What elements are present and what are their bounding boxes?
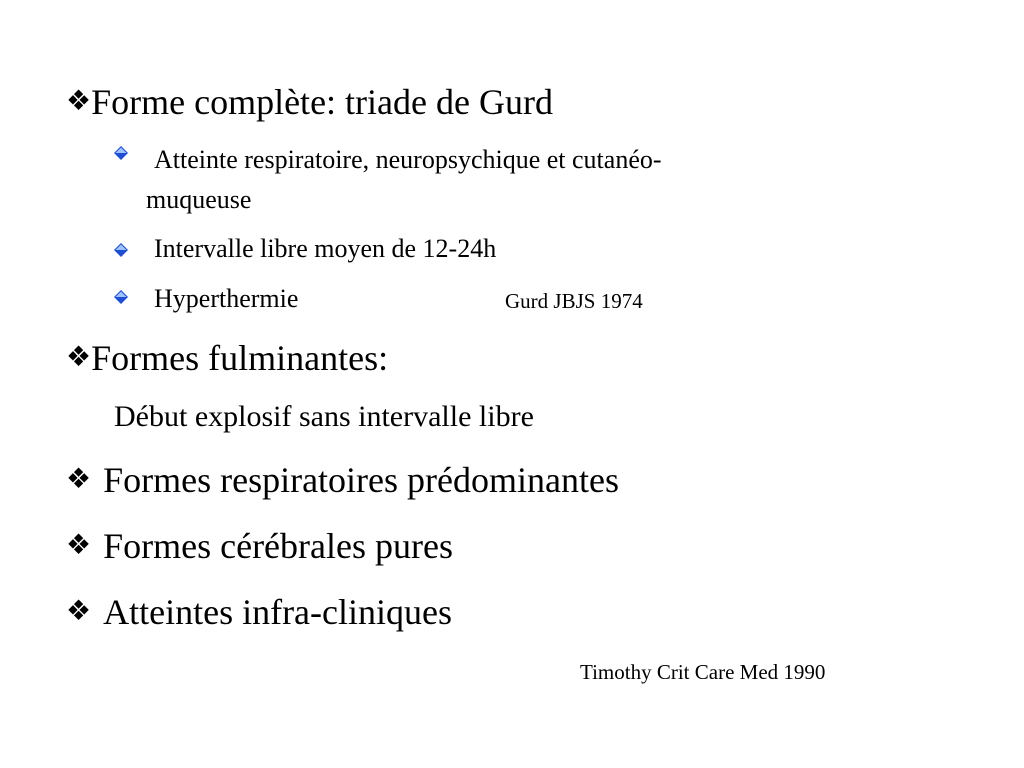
section4-title: Formes cérébrales pures: [103, 526, 453, 566]
section1-item-1: Atteinte respiratoire, neuropsychique et cutanéo-: [154, 145, 662, 174]
diamond-bullet-icon: ❖: [66, 530, 92, 561]
section1-item-3: Hyperthermie: [154, 284, 299, 313]
section3-title: Formes respiratoires prédominantes: [103, 460, 619, 500]
diamond-bullet-icon: ❖: [66, 342, 92, 373]
section5-title: Atteintes infra-cliniques: [103, 592, 452, 632]
section1-title: Forme complète: triade de Gurd: [91, 82, 553, 122]
section3-heading: [66, 460, 619, 500]
section2-title: Formes fulminantes:: [91, 338, 389, 378]
blue-diamond-bullet-icon: [114, 290, 128, 304]
section1-item-2: Intervalle libre moyen de 12-24h: [154, 234, 497, 263]
section1-heading: [66, 82, 553, 122]
blue-diamond-bullet-icon: [114, 146, 128, 160]
gurd-reference: Gurd JBJS 1974: [505, 289, 643, 313]
section5-heading: [66, 592, 452, 632]
diamond-bullet-icon: ❖: [66, 596, 92, 627]
section2-subtitle: Début explosif sans intervalle libre: [114, 400, 534, 433]
timothy-reference: Timothy Crit Care Med 1990: [580, 660, 826, 684]
diamond-bullet-icon: ❖: [66, 86, 92, 117]
section1-item-1-continued: muqueuse: [146, 185, 252, 214]
section4-heading: [66, 526, 453, 566]
diamond-bullet-icon: ❖: [66, 464, 92, 495]
section2-heading: [66, 338, 388, 378]
blue-diamond-bullet-icon: [114, 243, 128, 257]
